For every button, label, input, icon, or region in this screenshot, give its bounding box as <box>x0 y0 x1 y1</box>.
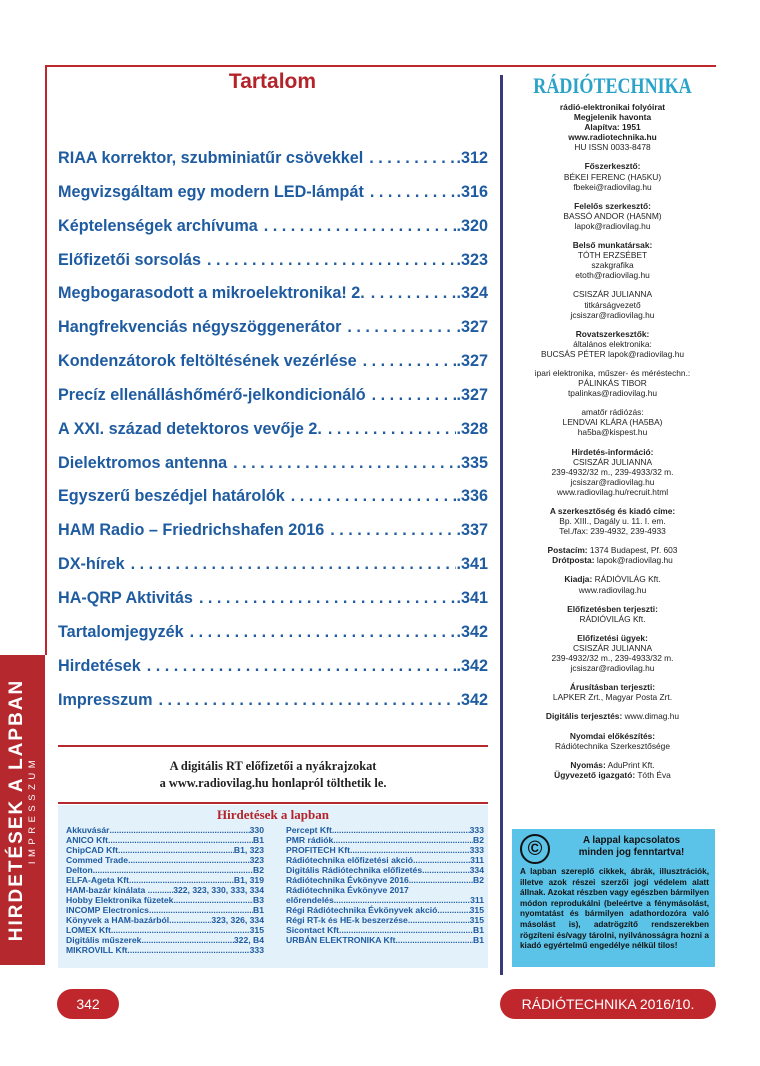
digital-distribution-url[interactable]: www.dimag.hu <box>624 711 680 722</box>
notice-line-1: A digitális RT előfizetői a nyákrajzokat <box>169 759 377 773</box>
contact-email[interactable]: lapok@radiovilag.hu <box>596 555 673 566</box>
leader-dots <box>334 895 470 905</box>
staff-label: Belső munkatársak: <box>572 240 653 251</box>
advertiser-entry <box>66 845 264 855</box>
toc-entry-title: HA-QRP Aktivitás <box>58 588 193 607</box>
advertiser-page: B2 <box>473 835 484 845</box>
advertiser-name: Rádiótechnika Évkönyve 2017 <box>286 885 409 895</box>
staff-name: CSISZÁR JULIANNA <box>572 289 653 300</box>
subscription-distributor-label: Előfizetésben terjeszti: <box>567 603 658 614</box>
advertiser-name: Rádiótechnika előfizetési akció <box>286 855 414 865</box>
advertiser-name: PROFITECH Kft. <box>286 845 353 855</box>
advertiser-entry <box>286 925 484 935</box>
advertiser-page: 330 <box>249 825 264 835</box>
advertiser-entry <box>66 905 264 915</box>
column-editor-name: BUCSÁS PÉTER lapok@radiovilag.hu <box>540 348 685 359</box>
leader-dots <box>93 865 253 875</box>
staff-role: szakgrafika <box>591 260 634 271</box>
toc-entry-title: Kondenzátorok feltöltésének vezérlése <box>58 352 357 371</box>
advertiser-name: előrendelés <box>286 895 334 905</box>
advertiser-entry <box>286 935 484 945</box>
leader-dots <box>141 935 233 945</box>
advertiser-page: B2 <box>253 865 264 875</box>
leader-dots <box>173 895 253 905</box>
toc-entry[interactable] <box>58 284 488 318</box>
toc-entry-page: .341 <box>456 555 488 574</box>
subscription-contact-phone: 239-4932/32 m., 239-4933/32 m. <box>551 653 674 664</box>
toc-leader-dots <box>291 487 457 506</box>
advertiser-page: 323 <box>249 855 264 865</box>
advertisers-box <box>58 805 488 968</box>
advertiser-entry <box>66 875 264 885</box>
toc-entry[interactable] <box>58 420 488 454</box>
toc-entry-title: Képtelenségek archívuma <box>58 216 258 235</box>
prepress-value: Rádiótechnika Szerkesztősége <box>555 740 670 751</box>
toc-entry-page: .341 <box>456 588 488 607</box>
toc-entry-page: .316 <box>456 182 488 201</box>
advertiser-entry-continued <box>286 895 484 905</box>
advertiser-entry <box>286 875 484 885</box>
toc-entry-title: HAM Radio – Friedrichshafen 2016 <box>58 521 325 540</box>
staff-name: TÓTH ERZSÉBET <box>577 250 648 261</box>
ad-info-label: Hirdetés-információ: <box>571 446 654 457</box>
leader-dots <box>334 825 469 835</box>
toc-entry[interactable] <box>58 623 488 657</box>
ad-info-email[interactable]: jcsiszar@radiovilag.hu <box>570 476 655 487</box>
frame-top-rule <box>45 65 716 67</box>
advertiser-entry <box>286 865 484 875</box>
email-label: Drótposta: <box>552 555 595 566</box>
leader-dots <box>333 835 473 845</box>
toc-entry-title: A XXI. század detektoros vevője 2. <box>58 419 322 438</box>
advertiser-name: MIKROVILL Kft. <box>66 945 130 955</box>
ceo-name: Tóth Éva <box>637 769 671 780</box>
column-editors-label: Rovatszerkesztők: <box>575 328 650 339</box>
toc-entry-page: .342 <box>456 656 488 675</box>
toc-entry-title: Impresszum <box>58 690 153 709</box>
side-tab-subtitle: IMPRESSZUM <box>26 755 38 865</box>
advertiser-name: Commed Trade <box>66 855 129 865</box>
leader-dots <box>352 845 469 855</box>
toc-entry-title: Megbogarasodott a mikroelektronika! 2. <box>58 284 365 303</box>
advertiser-name: HAM-bazár kínálata .. <box>66 885 153 895</box>
advertiser-entry <box>66 865 264 875</box>
advertiser-entry <box>286 915 484 925</box>
toc-entry-page: .327 <box>456 352 488 371</box>
toc-entry-page: .328 <box>456 419 488 438</box>
chief-editor-name: BÉKEI FERENC (HA5KU) <box>563 171 662 182</box>
advertiser-entry <box>66 915 264 925</box>
toc-entry-page: .323 <box>456 250 488 269</box>
toc-leader-dots <box>233 454 456 473</box>
responsible-editor-label: Felelős szerkesztő: <box>574 200 651 211</box>
advertiser-entry <box>66 885 264 895</box>
printing-value: AduPrint Kft. <box>607 759 655 770</box>
leader-dots <box>149 905 253 915</box>
toc-entry[interactable] <box>58 657 488 691</box>
advertiser-name: Sicontact Kft. <box>286 925 342 935</box>
ad-info-name: CSISZÁR JULIANNA <box>572 456 653 467</box>
toc-entry-title: Hangfrekvenciás négyszöggenerátor <box>58 318 342 337</box>
masthead <box>510 72 715 789</box>
toc-entry-title: Megvizsgáltam egy modern LED-lámpát <box>58 182 364 201</box>
copyright-heading-line: A lappal kapcsolatos <box>582 835 681 846</box>
advertiser-entry <box>286 835 484 845</box>
leader-dots <box>120 845 233 855</box>
advertiser-page: 311 <box>470 855 484 865</box>
masthead-line: Alapítva: 1951 <box>584 122 641 133</box>
toc-entry-title: Precíz ellenálláshőmérő-jelkondicionáló <box>58 385 366 404</box>
toc-entry[interactable] <box>58 555 488 589</box>
toc-entry-title: DX-hírek <box>58 555 125 574</box>
toc-entry-title: Egyszerű beszédjel határolók <box>58 487 285 506</box>
advertiser-entry <box>286 855 484 865</box>
advertiser-entry <box>286 845 484 855</box>
advertiser-entry <box>66 925 264 935</box>
divider-rule <box>58 802 488 804</box>
masthead-line: Megjelenik havonta <box>573 112 652 123</box>
table-of-contents <box>58 149 488 724</box>
advertiser-entry <box>66 825 264 835</box>
column-editor-field: ipari elektronika, műszer- és méréstechn.: <box>534 367 691 378</box>
leader-dots <box>408 915 470 925</box>
address-label: A szerkesztőség és kiadó címe: <box>549 506 676 516</box>
advertisers-left-column <box>66 825 264 955</box>
column-editor-name: LENDVAI KLÁRA (HA5BA) <box>562 417 663 428</box>
toc-entry-page: .320 <box>456 216 488 235</box>
advertiser-entry <box>66 935 264 945</box>
advertiser-page: 315 <box>469 905 484 915</box>
staff-role: titkárságvezető <box>584 299 641 310</box>
toc-leader-dots <box>190 623 457 642</box>
leader-dots <box>341 925 473 935</box>
toc-leader-dots <box>158 691 456 710</box>
toc-leader-dots <box>371 284 457 303</box>
toc-leader-dots <box>207 251 456 270</box>
ad-info-phone: 239-4932/32 m., 239-4933/32 m. <box>551 466 674 477</box>
toc-entry[interactable] <box>58 691 488 725</box>
toc-entry-page: .327 <box>456 385 488 404</box>
publisher-website[interactable]: www.radiovilag.hu <box>578 584 647 595</box>
staff-email[interactable]: jcsiszar@radiovilag.hu <box>570 309 655 320</box>
advertiser-page: B2 <box>473 875 484 885</box>
subscription-contact-email[interactable]: jcsiszar@radiovilag.hu <box>570 663 655 674</box>
toc-entry-title: Hirdetések <box>58 656 141 675</box>
column-divider <box>500 75 503 975</box>
toc-entry-title: Tartalomjegyzék <box>58 622 184 641</box>
leader-dots <box>413 855 470 865</box>
toc-entry[interactable] <box>58 251 488 285</box>
ceo-label: Ügyvezető igazgató: <box>554 769 636 780</box>
leader-dots <box>131 875 233 885</box>
toc-entry[interactable] <box>58 183 488 217</box>
advertiser-name: Akkuvásár <box>66 825 110 835</box>
masthead-issn: HU ISSN 0033-8478 <box>574 142 651 153</box>
side-tab-title: HIRDETÉSEK A LAPBAN <box>5 678 27 942</box>
toc-entry-page: .336 <box>456 487 488 506</box>
toc-entry[interactable] <box>58 487 488 521</box>
advertiser-name: Könyvek a HAM-bazárból <box>66 915 170 925</box>
retail-distributor-label: Árusításban terjeszti: <box>569 682 656 693</box>
toc-entry-page: .342 <box>456 690 488 709</box>
advertiser-page: 333 <box>249 945 264 955</box>
advertiser-name: ELFA-Ageta Kft. <box>66 875 132 885</box>
advertiser-page: B3 <box>253 895 264 905</box>
subscription-affairs-label: Előfizetési ügyek: <box>577 632 648 643</box>
column-editor-field: általános elektronika: <box>573 338 652 349</box>
advertisers-right-column <box>286 825 484 945</box>
toc-leader-dots <box>369 149 456 168</box>
magazine-issue-badge: RÁDIÓTECHNIKA 2016/10. <box>500 989 716 1019</box>
leader-dots <box>422 865 470 875</box>
address-line: Bp. XIII., Dagály u. 11. I. em. <box>559 516 666 527</box>
subscription-contact-name: CSISZÁR JULIANNA <box>572 642 653 653</box>
masthead-line: rádió-elektronikai folyóirat <box>559 102 666 112</box>
advertiser-name: ChipCAD Kft. <box>66 845 121 855</box>
advertiser-entry <box>286 885 484 895</box>
notice-line-2: a www.radiovilag.hu honlapról tölthetik le. <box>159 776 387 790</box>
copyright-notice <box>512 829 715 967</box>
staff-email[interactable]: etoth@radiovilag.hu <box>575 270 650 281</box>
retail-distributor: LAPKER Zrt., Magyar Posta Zrt. <box>552 692 673 703</box>
postal-label: Postacím: <box>547 545 588 556</box>
advertiser-page: 315 <box>469 915 484 925</box>
advertiser-page: 315 <box>249 925 264 935</box>
advertiser-entry <box>66 855 264 865</box>
advertiser-entry <box>286 905 484 915</box>
advertisers-title: Hirdetések a lapban <box>217 807 329 822</box>
toc-leader-dots <box>347 318 456 337</box>
prepress-label: Nyomdai előkészítés: <box>569 730 656 741</box>
advertiser-name: Digitális műszerek <box>66 935 142 945</box>
toc-entry-page: .342 <box>456 622 488 641</box>
advertiser-entry <box>66 835 264 845</box>
printing-label: Nyomás: <box>570 759 606 770</box>
advertiser-entry <box>66 945 264 955</box>
divider-rule <box>58 745 488 747</box>
toc-entry[interactable] <box>58 454 488 488</box>
publisher-label: Kiadja: <box>564 574 593 585</box>
chief-editor-label: Főszerkesztő: <box>584 161 641 172</box>
toc-leader-dots <box>372 386 457 405</box>
advertiser-page: 333 <box>469 845 484 855</box>
toc-entry-title: Dielektromos antenna <box>58 453 228 472</box>
copyright-body: A lapban szereplő cikkek, ábrák, illusztrációk, illetve azok részei szerzői jogi védelem alatt állnak. Azokat részben vagy egészben bármilyen módon reprodukálni (beleértve a fénymásolást, nyomtatást és bármilyen adathordozóra való másolást is), adatrögzítő rendszerekben rögzíteni és/vagy tárolni, nyilvánosságra hozni a kiadó egyértelmű engedélye nélkül tilos! <box>520 867 709 951</box>
responsible-editor-email[interactable]: lapok@radiovilag.hu <box>574 220 651 231</box>
advertiser-name: Régi Rádiótechnika Évkönyvek akció <box>286 905 438 915</box>
advertiser-name: Régi RT-k és HE-k beszerzése <box>286 915 408 925</box>
column-editor-field: amatőr rádiózás: <box>581 407 644 418</box>
section-side-tab <box>0 655 45 965</box>
advertiser-name: Rádiótechnika Évkönyve 2016 <box>286 875 409 885</box>
advertiser-page: 322, B4 <box>233 935 264 945</box>
advertiser-name: Delton <box>66 865 93 875</box>
toc-entry-page: .324 <box>456 284 488 303</box>
advertiser-page: B1, 323 <box>233 845 264 855</box>
advertiser-page: 334 <box>469 865 484 875</box>
column-editor-email[interactable]: tpalinkas@radiovilag.hu <box>567 388 658 399</box>
toc-entry-page: .327 <box>456 318 488 337</box>
advertiser-page: B1 <box>473 925 484 935</box>
advertiser-name: URBÁN ELEKTRONIKA Kft. <box>286 935 398 945</box>
ad-info-url[interactable]: www.radiovilag.hu/recruit.html <box>556 486 669 497</box>
toc-leader-dots <box>131 555 457 574</box>
advertiser-name: Percept Kft. <box>286 825 335 835</box>
toc-entry-title: RIAA korrektor, szubminiatűr csövekkel <box>58 149 364 167</box>
responsible-editor-name: BASSÓ ANDOR (HA5NM) <box>563 210 662 221</box>
leader-dots <box>169 915 211 925</box>
postal-address: 1374 Budapest, Pf. 603 <box>589 545 678 556</box>
toc-entry-title: Előfizetői sorsolás <box>58 250 202 269</box>
advertiser-name: ANICO Kft. <box>66 835 111 845</box>
advertiser-entry <box>286 825 484 835</box>
column-editor-email[interactable]: ha5ba@kispest.hu <box>577 427 648 438</box>
toc-entry[interactable] <box>58 149 488 183</box>
leader-dots <box>437 905 469 915</box>
toc-entry[interactable] <box>58 217 488 251</box>
leader-dots <box>110 835 253 845</box>
advertiser-page: B1, 319 <box>233 875 264 885</box>
download-notice <box>58 758 488 792</box>
leader-dots <box>409 875 473 885</box>
masthead-website[interactable]: www.radiotechnika.hu <box>568 132 657 143</box>
leader-dots <box>130 945 250 955</box>
leader-dots <box>152 885 173 895</box>
advertiser-page: 323, 326, 334 <box>211 915 264 925</box>
copyright-heading-line: minden jog fenntartva! <box>578 847 685 858</box>
advertiser-name: PMR rádiók <box>286 835 334 845</box>
toc-leader-dots <box>147 657 457 676</box>
advertiser-page: 311 <box>470 895 484 905</box>
toc-leader-dots <box>264 217 457 236</box>
toc-entry[interactable] <box>58 386 488 420</box>
advertiser-page: B1 <box>253 905 264 915</box>
advertiser-name: INCOMP Electronics <box>66 905 149 915</box>
toc-entry-page: .312 <box>456 149 488 167</box>
toc-entry-page: .335 <box>456 453 488 472</box>
advertiser-page: B1 <box>253 835 264 845</box>
digital-distribution-label: Digitális terjesztés: <box>545 711 623 722</box>
leader-dots <box>109 825 249 835</box>
advertiser-name: Digitális Rádiótechnika előfizetés <box>286 865 423 875</box>
page-title: Tartalom <box>228 70 317 93</box>
toc-entry[interactable] <box>58 352 488 386</box>
toc-leader-dots <box>330 521 456 540</box>
leader-dots <box>128 855 250 865</box>
column-editor-name: PÁLINKÁS TIBOR <box>578 378 647 389</box>
toc-entry[interactable] <box>58 318 488 352</box>
advertiser-name: LOMEX Kft. <box>66 925 114 935</box>
advertiser-page: B1 <box>473 935 484 945</box>
advertiser-entry <box>66 895 264 905</box>
copyright-heading <box>554 835 709 859</box>
address-phone: Tel./fax: 239-4932, 239-4933 <box>559 526 666 537</box>
advertiser-page: 322, 323, 330, 333, 334 <box>173 885 264 895</box>
subscription-distributor: RÁDIÓVILÁG Kft. <box>579 613 646 624</box>
toc-entry[interactable] <box>58 521 488 555</box>
publisher-name: RÁDIÓVILÁG Kft. <box>594 574 661 585</box>
magazine-logo: RÁDIÓTECHNIKA <box>533 73 692 98</box>
toc-leader-dots <box>370 183 457 202</box>
chief-editor-email[interactable]: fbekei@radiovilag.hu <box>573 181 652 192</box>
leader-dots <box>398 935 473 945</box>
toc-entry-page: .337 <box>456 521 488 540</box>
frame-left-rule <box>45 65 47 655</box>
page-number-badge: 342 <box>57 989 119 1019</box>
toc-leader-dots <box>363 352 457 371</box>
advertiser-name: Hobby Elektronika füzetek <box>66 895 174 905</box>
advertiser-page: 333 <box>469 825 484 835</box>
toc-leader-dots <box>199 589 457 608</box>
toc-leader-dots <box>328 420 457 439</box>
toc-entry[interactable] <box>58 589 488 623</box>
copyright-icon: © <box>520 834 550 864</box>
leader-dots <box>113 925 249 935</box>
